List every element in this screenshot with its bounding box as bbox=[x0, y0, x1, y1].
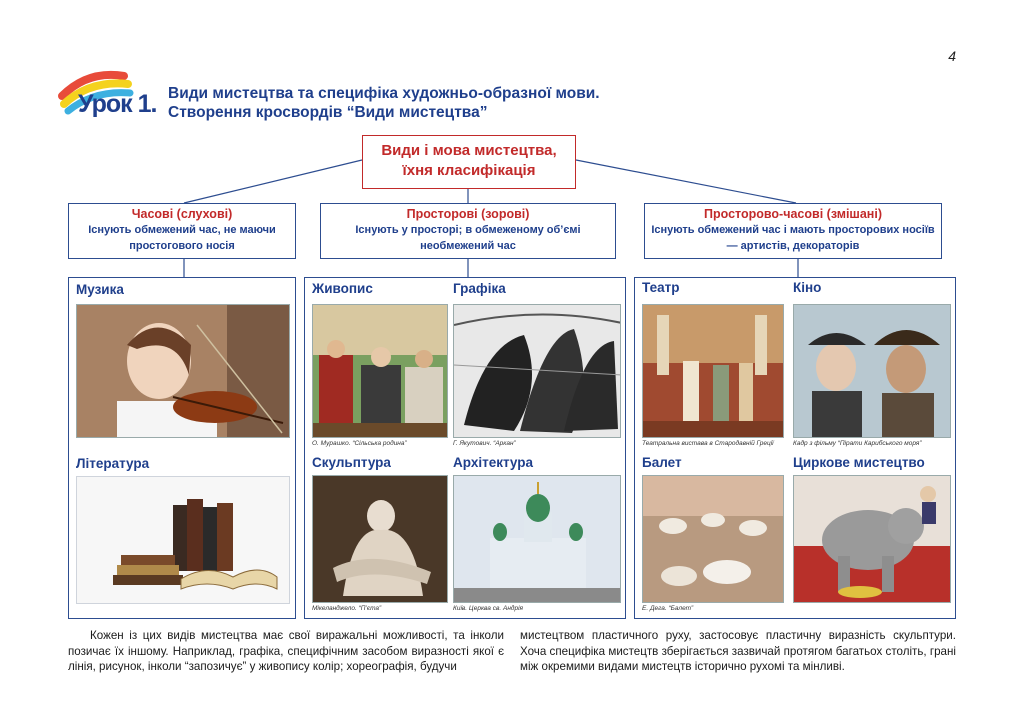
body-text-right: мистецтвом пластичного руху, застосовує пластичну виразність скульптури. Хоча специфіка мистецтв зберігається зазвичай протягом багатьох століть, грані між окремими видами мистецтв історично рухомі та мінливі. bbox=[520, 629, 956, 673]
art-label-cinema: Кіно bbox=[793, 280, 822, 295]
art-label-circus: Циркове мистецтво bbox=[793, 455, 925, 470]
panel-temporal-arts bbox=[68, 277, 296, 619]
category-description: Існують обмежений час, не маючи простогового носія bbox=[88, 224, 276, 252]
theatre-image bbox=[642, 304, 784, 438]
architecture-image bbox=[453, 475, 621, 603]
category-name: Часові (слухові) bbox=[131, 207, 233, 221]
caption-sculpture: Мікеланджело. “П’єта” bbox=[312, 605, 382, 612]
page-number: 4 bbox=[948, 48, 956, 64]
music-image bbox=[76, 304, 290, 438]
circus-image bbox=[793, 475, 951, 603]
caption-theatre: Театральна вистава в Стародавній Греції bbox=[642, 440, 774, 447]
cinema-image bbox=[793, 304, 951, 438]
literature-image bbox=[76, 476, 290, 604]
category-box-spatial bbox=[320, 203, 616, 259]
art-label-graphics: Графіка bbox=[453, 281, 506, 296]
lesson-title-line-2: Створення кросвордів “Види мистецтва” bbox=[168, 104, 488, 121]
art-label-theatre: Театр bbox=[642, 280, 680, 295]
graphics-image bbox=[453, 304, 621, 438]
caption-architecture: Київ. Церква св. Андрія bbox=[453, 605, 524, 612]
art-label-painting: Живопис bbox=[312, 281, 373, 296]
art-label-ballet: Балет bbox=[642, 455, 682, 470]
lesson-title-line-1: Види мистецтва та специфіка художньо-образної мови. bbox=[168, 85, 600, 102]
category-box-mixed bbox=[644, 203, 942, 259]
category-name: Просторові (зорові) bbox=[406, 207, 530, 221]
classification-root-box bbox=[362, 135, 576, 189]
art-label-sculpture: Скульптура bbox=[312, 455, 391, 470]
painting-image bbox=[312, 304, 448, 438]
caption-ballet: Е. Дега. “Балет” bbox=[642, 605, 694, 612]
category-description: Існують обмежений час і мають просторових носіїв — артистів, декораторів bbox=[651, 224, 935, 252]
body-text-left: Кожен із цих видів мистецтва має свої виражальні можливості, та інколи позичає їх іншому. Наприклад, графіка, специфічним засобом виразності якої є лінія, рисунок, інколи “запозичує” у живопису колір; хореографія, будучи bbox=[68, 629, 504, 673]
category-name: Просторово-часові (змішані) bbox=[704, 207, 882, 221]
category-box-temporal bbox=[68, 203, 296, 259]
art-label-architecture: Архітектура bbox=[453, 455, 533, 470]
ballet-image bbox=[642, 475, 784, 603]
panel-mixed-arts bbox=[634, 277, 956, 619]
caption-graphics: Г. Якутович. “Аркан” bbox=[453, 440, 516, 447]
sculpture-image bbox=[312, 475, 448, 603]
caption-painting: О. Мурашко. “Сільська родина” bbox=[312, 440, 407, 447]
root-line-1: Види і мова мистецтва, bbox=[381, 142, 557, 159]
panel-spatial-arts bbox=[304, 277, 626, 619]
category-description: Існують у просторі; в обмеженому об’ємі необмежений час bbox=[355, 224, 581, 252]
caption-cinema: Кадр з фільму “Пірати Карибського моря” bbox=[793, 440, 922, 447]
lesson-label: Урок 1. bbox=[78, 90, 157, 118]
art-label-music: Музика bbox=[76, 282, 124, 297]
root-line-2: їхня класифікація bbox=[402, 162, 536, 179]
art-label-literature: Література bbox=[76, 456, 150, 471]
